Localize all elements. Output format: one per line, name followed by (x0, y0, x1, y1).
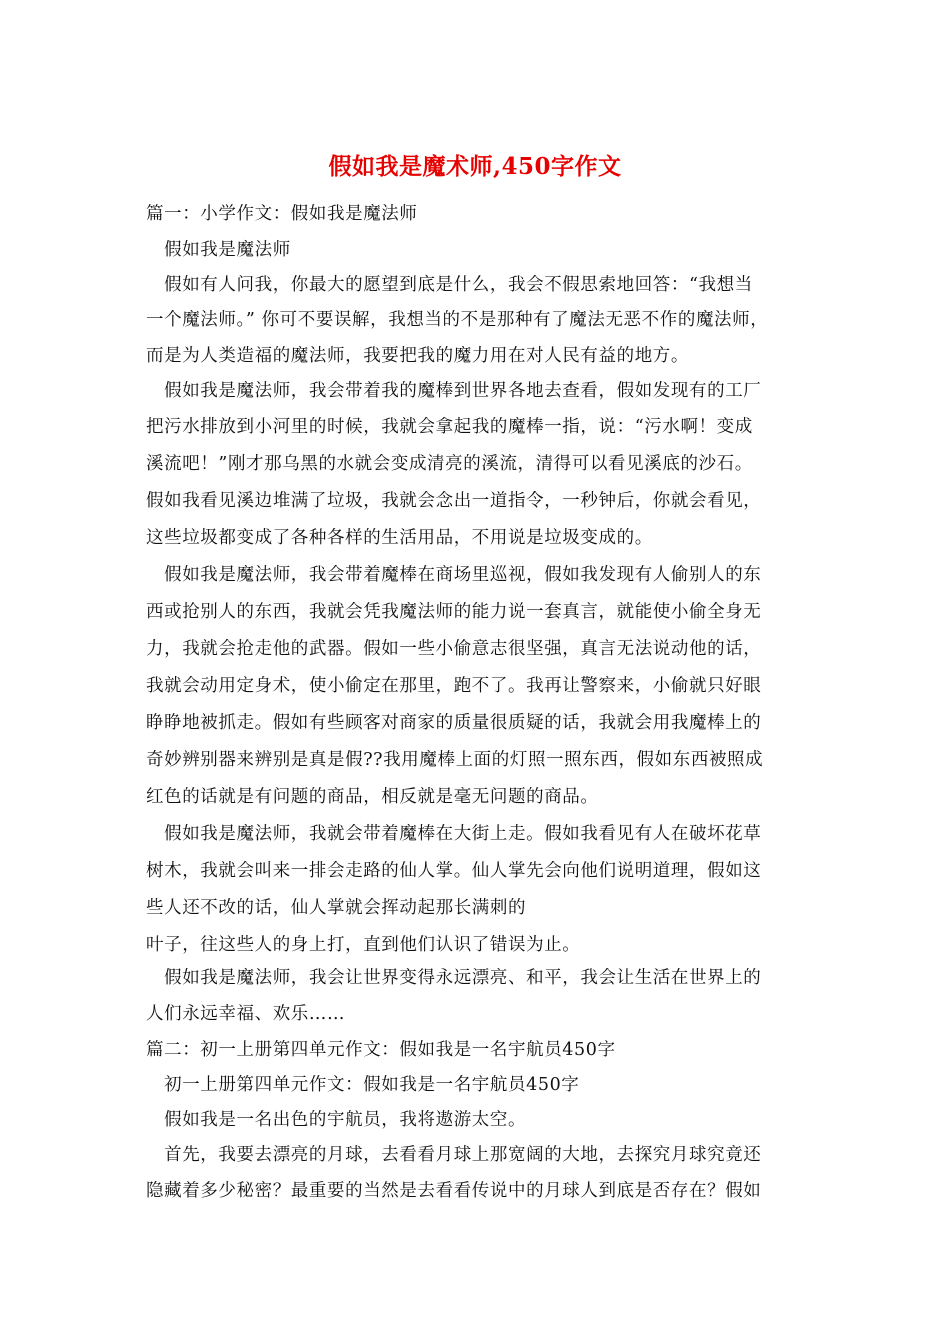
text-line: 溪流吧！”刚才那乌黑的水就会变成清亮的溪流，清得可以看见溪底的沙石。 (146, 454, 753, 474)
text-line: 一个魔法师。” 你可不要误解，我想当的不是那种有了魔法无恶不作的魔法师， (146, 310, 769, 330)
text-line: 叶子，往这些人的身上打，直到他们认识了错误为止。 (146, 935, 581, 955)
text-line: 红色的话就是有问题的商品，相反就是毫无问题的商品。 (146, 787, 599, 807)
text-line: 西或抢别人的东西，我就会凭我魔法师的能力说一套真言，就能使小偷全身无 (146, 602, 762, 622)
text-line: 树木，我就会叫来一排会走路的仙人掌。仙人掌先会向他们说明道理，假如这 (146, 861, 762, 881)
text-line: 而是为人类造福的魔法师，我要把我的魔力用在对人民有益的地方。 (146, 346, 689, 366)
text-line: 首先，我要去漂亮的月球，去看看月球上那宽阔的大地，去探究月球究竟还 (146, 1145, 762, 1165)
text-line: 假如我是魔法师，我就会带着魔棒在大街上走。假如我看见有人在破坏花草 (146, 824, 762, 844)
text-line: 假如我看见溪边堆满了垃圾，我就会念出一道指令，一秒钟后，你就会看见， (146, 491, 762, 511)
text-line: 力，我就会抢走他的武器。假如一些小偷意志很坚强，真言无法说动他的话， (146, 639, 762, 659)
text-line: 我就会动用定身术，使小偷定在那里，跑不了。我再让警察来，小偷就只好眼 (146, 676, 762, 696)
text-line: 假如我是一名出色的宇航员，我将遨游太空。 (146, 1110, 527, 1130)
text-line: 假如我是魔法师，我会带着我的魔棒到世界各地去查看，假如发现有的工厂 (146, 381, 762, 401)
text-line: 这些垃圾都变成了各种各样的生活用品，不用说是垃圾变成的。 (146, 528, 653, 548)
text-line: 人们永远幸福、欢乐…… (146, 1004, 346, 1024)
text-line: 假如我是魔法师，我会让世界变得永远漂亮、和平，我会让生活在世界上的 (146, 968, 762, 988)
text-line: 篇二：初一上册第四单元作文：假如我是一名宇航员450字 (146, 1040, 616, 1060)
document-title: 假如我是魔术师,450字作文 (328, 153, 622, 180)
text-line: 把污水排放到小河里的时候，我就会拿起我的魔棒一指，说：“污水啊！变成 (146, 417, 753, 437)
text-line: 奇妙辨别器来辨别是真是假??我用魔棒上面的灯照一照东西，假如东西被照成 (146, 750, 764, 770)
text-line: 些人还不改的话，仙人掌就会挥动起那长满刺的 (146, 898, 527, 918)
text-line: 篇一：小学作文：假如我是魔法师 (146, 204, 418, 224)
text-line: 假如我是魔法师 (146, 240, 291, 260)
text-line: 假如我是魔法师，我会带着魔棒在商场里巡视，假如我发现有人偷别人的东 (146, 565, 762, 585)
text-line: 隐藏着多少秘密？最重要的当然是去看看传说中的月球人到底是否存在？假如 (146, 1181, 762, 1201)
text-line: 假如有人问我，你最大的愿望到底是什么，我会不假思索地回答：“我想当 (146, 275, 753, 295)
text-line: 睁睁地被抓走。假如有些顾客对商家的质量很质疑的话，我就会用我魔棒上的 (146, 713, 762, 733)
text-line: 初一上册第四单元作文：假如我是一名宇航员450字 (146, 1075, 580, 1095)
